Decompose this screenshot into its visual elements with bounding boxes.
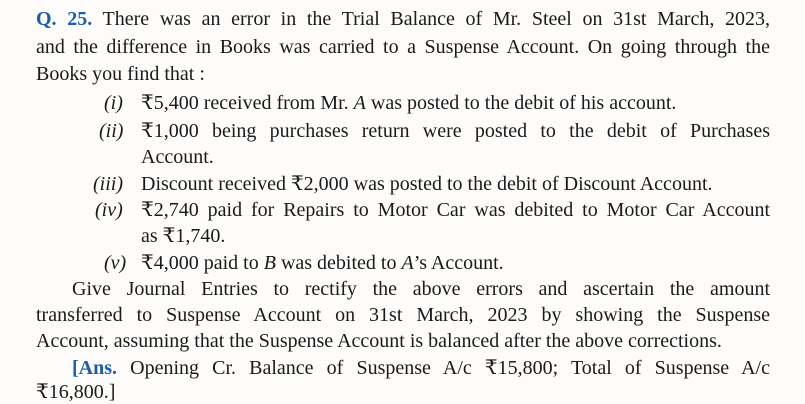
instruction-line-3: Account, assuming that the Suspense Account is balanced after the above corrections. <box>36 330 722 352</box>
intro-line-2: and the difference in Books was carried to a Suspense Account. On going through the <box>36 36 770 58</box>
item-number-v: (v) <box>104 252 127 274</box>
item-ii-line-1: ₹1,000 being purchases return were posted to the debit of Purchases <box>141 120 770 142</box>
item-iv-line-2: as ₹1,740. <box>141 225 226 247</box>
intro-line-3: Books you find that : <box>36 63 205 85</box>
item-number-iv: (iv) <box>95 199 123 221</box>
item-number-iii: (iii) <box>93 173 123 195</box>
instruction-line-2: transferred to Suspense Account on 31st March, 2023 by showing the Suspense <box>36 304 770 326</box>
item-iv-line-1: ₹2,740 paid for Repairs to Motor Car was debited to Motor Car Account <box>141 199 770 221</box>
answer-label: [Ans. <box>72 357 118 379</box>
item-number-i: (i) <box>104 92 123 114</box>
item-i-line-1: ₹5,400 received from Mr. A was posted to the debit of his account. <box>141 92 677 114</box>
intro-text-1: There was an error in the Trial Balance of Mr. Steel on 31st March, 2023, <box>102 8 770 30</box>
item-iii-line-1: Discount received ₹2,000 was posted to the debit of Discount Account. <box>141 173 713 195</box>
item-number-ii: (ii) <box>99 120 124 142</box>
intro-line-1 <box>36 7 770 31</box>
item-ii-line-2: Account. <box>141 146 214 168</box>
item-v-line-1: ₹4,000 paid to B was debited to A’s Account. <box>141 252 504 274</box>
answer-text-1: Opening Cr. Balance of Suspense A/c ₹15,800; Total of Suspense A/c <box>130 357 770 379</box>
answer-line-2: ₹16,800.] <box>36 381 116 403</box>
instruction-line-1: Give Journal Entries to rectify the above errors and ascertain the amount <box>72 278 770 300</box>
question-number: Q. 25. <box>36 8 93 30</box>
answer-line-1 <box>72 356 770 380</box>
